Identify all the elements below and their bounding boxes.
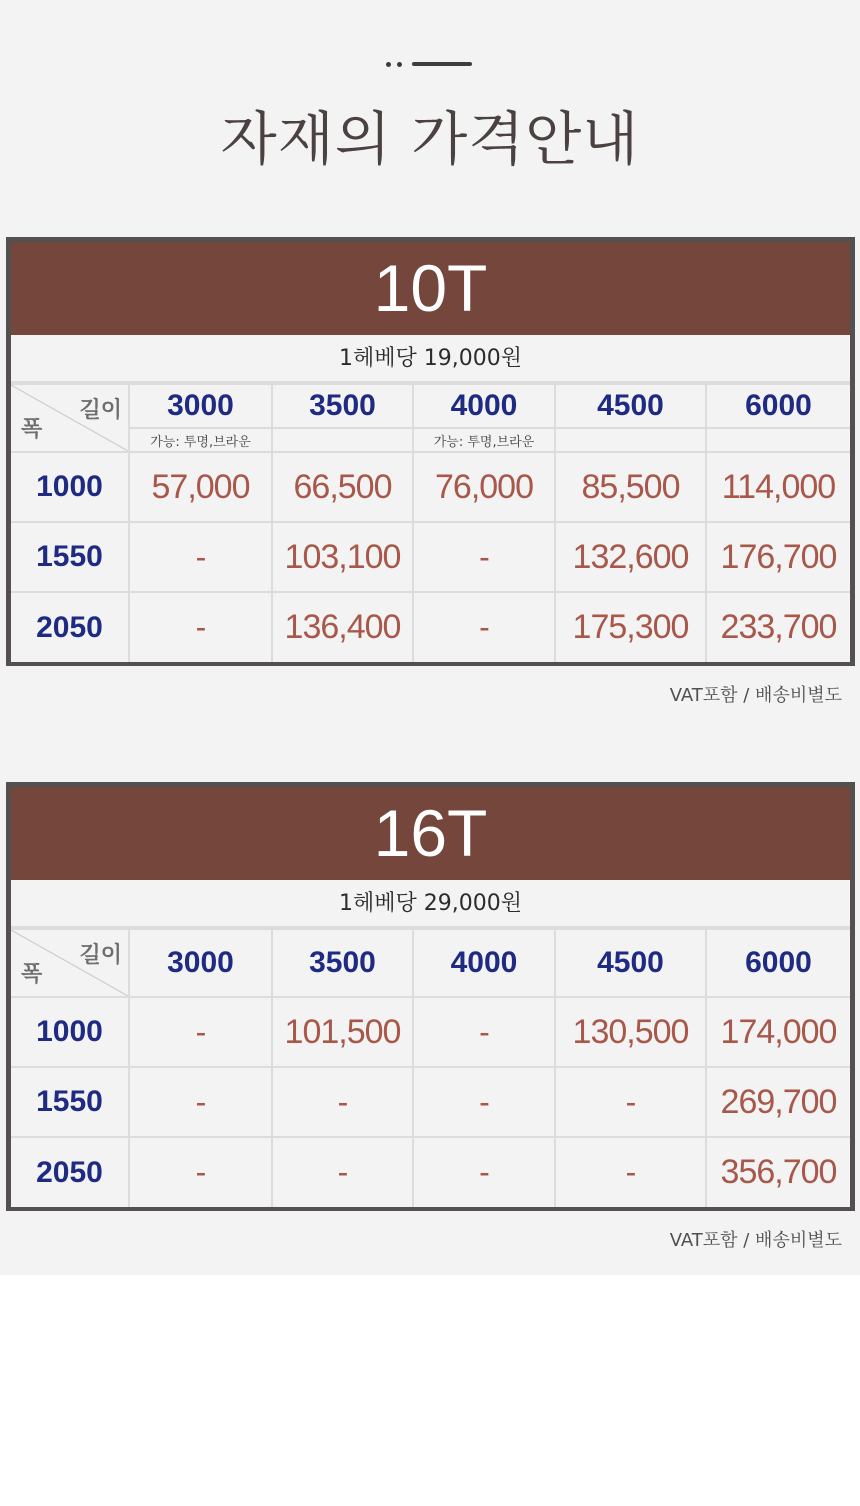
width-value: 1550 <box>11 522 129 592</box>
width-value: 1550 <box>11 1067 129 1137</box>
vat-note: VAT포함 / 배송비별도 <box>669 1230 842 1251</box>
price-cell: - <box>129 522 272 592</box>
availability-note: 가능: 투명,브라운 <box>413 428 555 452</box>
width-value: 1000 <box>11 997 129 1067</box>
price-cell: - <box>413 522 555 592</box>
length-label: 길이 <box>79 943 122 968</box>
price-cell: - <box>555 1067 706 1137</box>
price-cell: 114,000 <box>706 452 850 522</box>
length-header: 4500 <box>555 929 706 997</box>
price-cell: - <box>413 1067 555 1137</box>
table-row <box>11 1137 850 1207</box>
decoration-dot <box>386 62 391 67</box>
price-cell: 66,500 <box>272 452 413 522</box>
length-header: 6000 <box>706 384 850 428</box>
length-header: 3000 <box>129 929 272 997</box>
price-cell: - <box>129 997 272 1067</box>
price-grid <box>11 928 850 1207</box>
price-cell: - <box>129 1137 272 1207</box>
vat-note: VAT포함 / 배송비별도 <box>669 685 842 706</box>
width-label: 폭 <box>21 417 43 442</box>
price-cell: 101,500 <box>272 997 413 1067</box>
table-row <box>11 452 850 522</box>
price-cell: 233,700 <box>706 592 850 662</box>
availability-note <box>706 428 850 452</box>
unit-price: 1헤베당 29,000원 <box>11 880 850 928</box>
corner-header <box>11 929 129 997</box>
price-cell: 356,700 <box>706 1137 850 1207</box>
availability-note <box>272 428 413 452</box>
price-cell: - <box>413 997 555 1067</box>
price-cell: - <box>272 1137 413 1207</box>
table-row <box>11 1067 850 1137</box>
length-header: 3500 <box>272 384 413 428</box>
length-header: 4000 <box>413 384 555 428</box>
width-value: 2050 <box>11 592 129 662</box>
thickness-header: 10T <box>11 242 850 335</box>
price-cell: 269,700 <box>706 1067 850 1137</box>
table-row <box>11 997 850 1067</box>
length-label: 길이 <box>79 398 122 423</box>
decoration-bar <box>412 62 472 66</box>
length-header: 4500 <box>555 384 706 428</box>
title-decoration <box>386 60 476 70</box>
price-table-10t <box>6 237 855 666</box>
length-header: 3000 <box>129 384 272 428</box>
availability-note: 가능: 투명,브라운 <box>129 428 272 452</box>
corner-header <box>11 384 129 452</box>
price-cell: 132,600 <box>555 522 706 592</box>
price-cell: 174,000 <box>706 997 850 1067</box>
price-cell: - <box>413 592 555 662</box>
width-label: 폭 <box>21 962 43 987</box>
price-cell: 175,300 <box>555 592 706 662</box>
price-cell: - <box>413 1137 555 1207</box>
price-cell: 136,400 <box>272 592 413 662</box>
price-cell: - <box>129 592 272 662</box>
price-cell: 130,500 <box>555 997 706 1067</box>
length-header: 4000 <box>413 929 555 997</box>
price-cell: 176,700 <box>706 522 850 592</box>
width-value: 1000 <box>11 452 129 522</box>
price-cell: - <box>129 1067 272 1137</box>
availability-note <box>555 428 706 452</box>
width-value: 2050 <box>11 1137 129 1207</box>
price-cell: - <box>555 1137 706 1207</box>
thickness-header: 16T <box>11 787 850 880</box>
table-row <box>11 522 850 592</box>
decoration-dot <box>397 62 402 67</box>
length-header: 6000 <box>706 929 850 997</box>
table-row <box>11 592 850 662</box>
price-cell: 57,000 <box>129 452 272 522</box>
price-cell: 76,000 <box>413 452 555 522</box>
length-header: 3500 <box>272 929 413 997</box>
price-cell: 103,100 <box>272 522 413 592</box>
price-cell: - <box>272 1067 413 1137</box>
price-grid <box>11 383 850 662</box>
price-cell: 85,500 <box>555 452 706 522</box>
price-table-16t <box>6 782 855 1211</box>
unit-price: 1헤베당 19,000원 <box>11 335 850 383</box>
page-title: 자재의 가격안내 <box>220 105 640 173</box>
